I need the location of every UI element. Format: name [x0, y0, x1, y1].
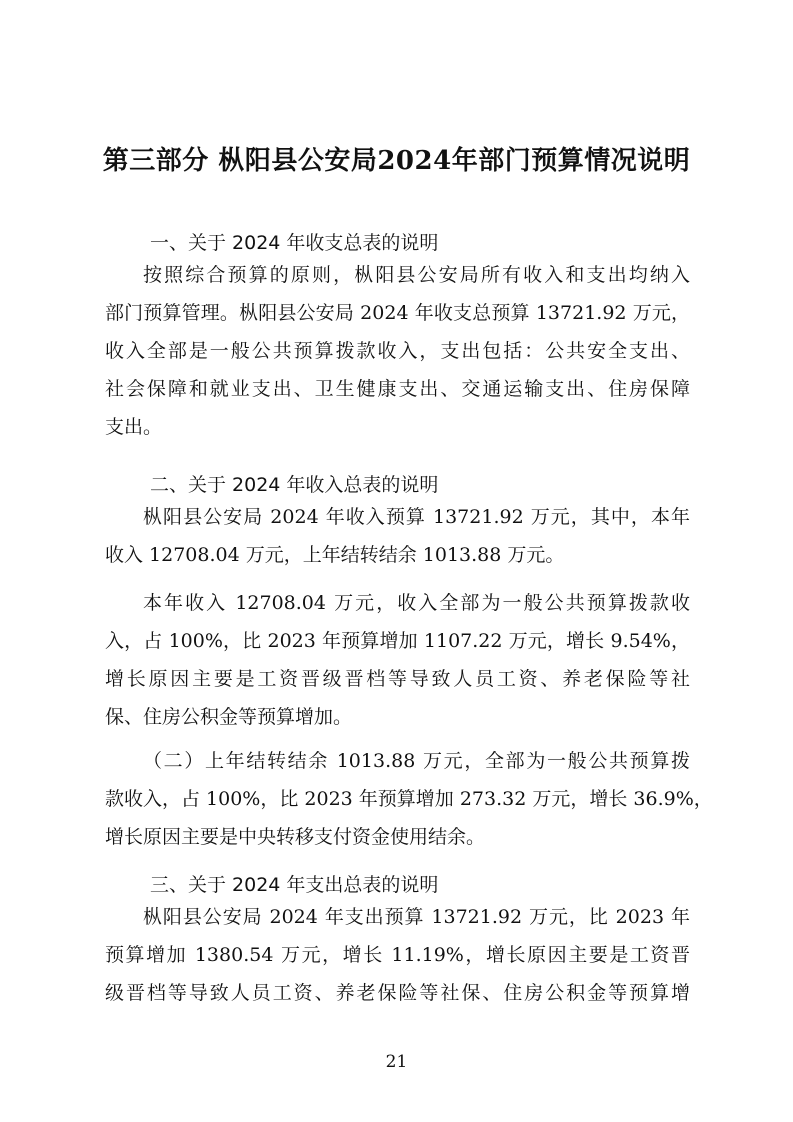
paragraph-line: 部门预算管理。枞阳县公安局 2024 年收支总预算 13721.92 万元，	[105, 302, 690, 324]
paragraph-line: 本年收入 12708.04 万元，收入全部为一般公共预算拨款收	[143, 592, 690, 614]
section-heading-1: 一、关于 2024 年收支总表的说明	[150, 232, 439, 254]
section-heading-2: 二、关于 2024 年收入总表的说明	[150, 474, 439, 496]
paragraph-line: 收入 12708.04 万元，上年结转结余 1013.88 万元。	[105, 544, 565, 566]
paragraph-line: 保、住房公积金等预算增加。	[105, 706, 353, 728]
section-2-paragraph-3	[105, 742, 713, 856]
paragraph-line: 收入全部是一般公共预算拨款收入，支出包括：公共安全支出、	[105, 340, 690, 362]
section-2-paragraph-1	[105, 498, 690, 574]
paragraph-line: 枞阳县公安局 2024 年支出预算 13721.92 万元，比 2023 年	[143, 906, 690, 928]
section-1-paragraph	[105, 256, 690, 446]
paragraph-line: 增长原因主要是中央转移支付资金使用结余。	[105, 826, 486, 848]
page-title: 第三部分 枞阳县公安局2024年部门预算情况说明	[102, 146, 691, 176]
section-3-paragraph	[105, 898, 690, 1012]
section-2-paragraph-2	[105, 584, 690, 736]
paragraph-line: 级晋档等导致人员工资、养老保险等社保、住房公积金等预算增	[105, 982, 690, 1004]
paragraph-line: 按照综合预算的原则，枞阳县公安局所有收入和支出均纳入	[143, 264, 690, 286]
paragraph-line: 增长原因主要是工资晋级晋档等导致人员工资、养老保险等社	[105, 668, 690, 690]
page-number: 21	[385, 1052, 408, 1072]
paragraph-line: （二）上年结转结余 1013.88 万元，全部为一般公共预算拨	[143, 750, 690, 772]
section-heading-3: 三、关于 2024 年支出总表的说明	[150, 874, 439, 896]
paragraph-line: 预算增加 1380.54 万元，增长 11.19%，增长原因主要是工资晋	[105, 944, 690, 966]
paragraph-line: 入，占 100%，比 2023 年预算增加 1107.22 万元，增长 9.54%，	[105, 630, 690, 652]
paragraph-line: 社会保障和就业支出、卫生健康支出、交通运输支出、住房保障	[105, 378, 690, 400]
paragraph-line: 款收入，占 100%，比 2023 年预算增加 273.32 万元，增长 36.9%，	[105, 788, 713, 810]
paragraph-line: 支出。	[105, 416, 163, 438]
paragraph-line: 枞阳县公安局 2024 年收入预算 13721.92 万元，其中，本年	[143, 506, 690, 528]
